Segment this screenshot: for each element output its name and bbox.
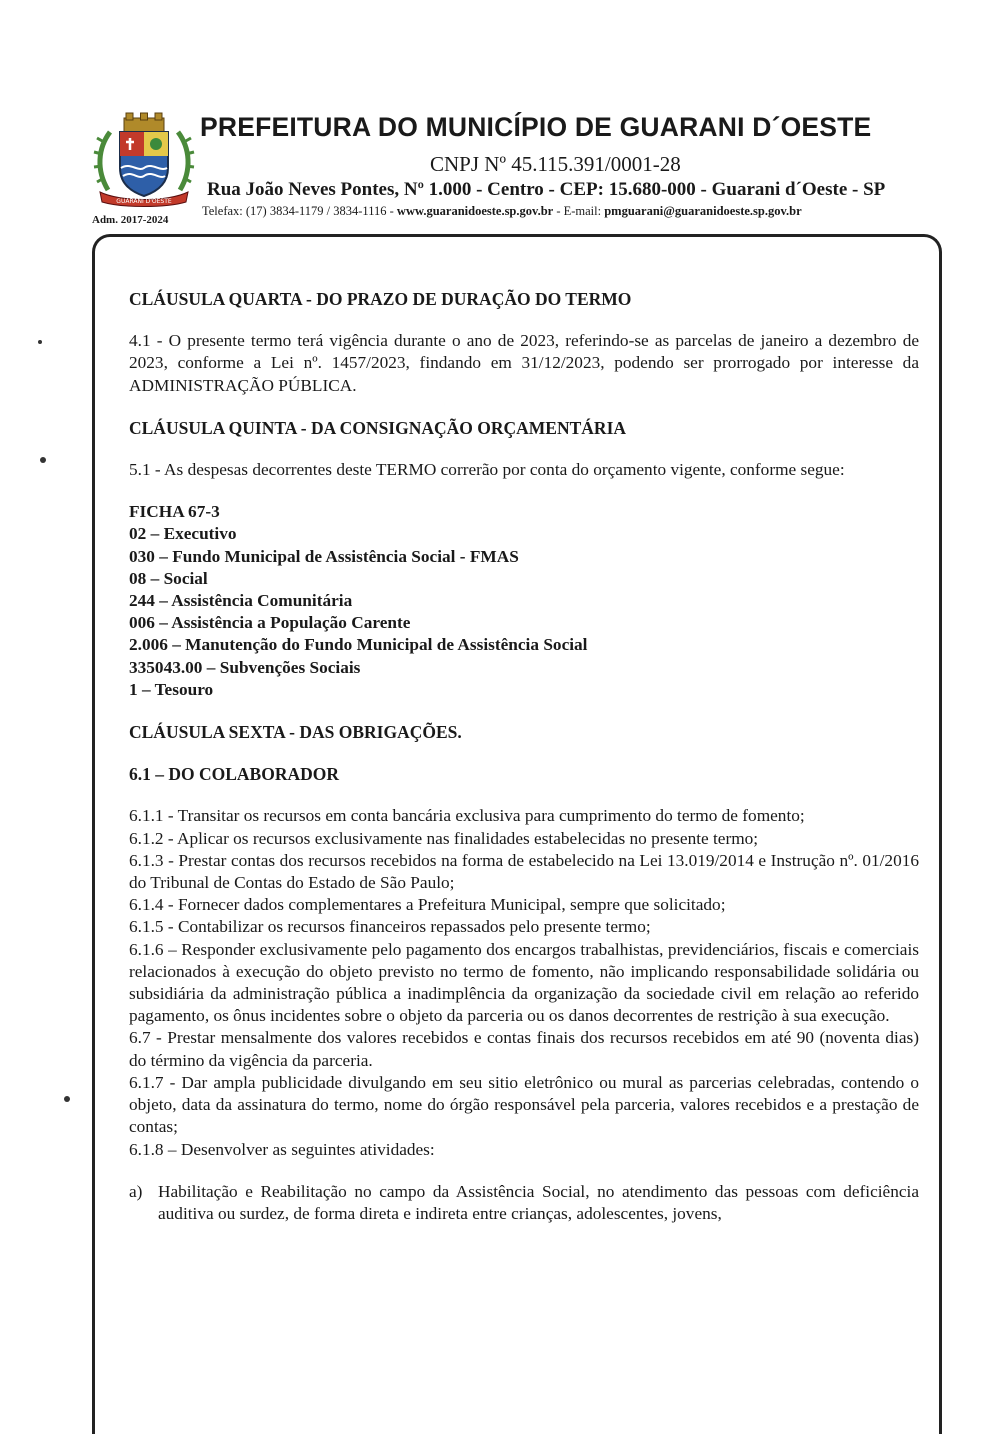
ficha-line: 02 – Executivo: [129, 524, 237, 544]
obligation-item: 6.1.1 - Transitar os recursos em conta bancária exclusiva para cumprimento do termo de fomento;: [129, 806, 805, 826]
activity-label: a): [129, 1181, 143, 1201]
ficha-list: [129, 501, 919, 701]
ficha-line: 030 – Fundo Municipal de Assistência Social - FMAS: [129, 546, 519, 566]
crest-ribbon-text: GUARANI D'OESTE: [116, 198, 172, 205]
ficha-line: 08 – Social: [129, 568, 208, 588]
obligation-item: 6.7 - Prestar mensalmente dos valores recebidos e contas finais dos recursos recebidos em até 90 (noventa dias) do término da vigência da parceria.: [129, 1028, 919, 1070]
obligation-item: 6.1.7 - Dar ampla publicidade divulgando em seu sitio eletrônico ou mural as parcerias celebradas, contendo o objeto, data da assinatura do termo, nome do órgão responsável pela parceria, valores recebidos e a prestação de contas;: [129, 1072, 919, 1137]
administration-period: Adm. 2017-2024: [92, 214, 169, 226]
obligations-list: [129, 805, 919, 1160]
municipal-crest-logo: [90, 112, 198, 208]
cnpj-line: CNPJ Nº 45.115.391/0001-28: [430, 152, 681, 176]
ficha-line: 1 – Tesouro: [129, 679, 214, 699]
ficha-line: 2.006 – Manutenção do Fundo Municipal de Assistência Social: [129, 635, 588, 655]
scan-mark: [64, 1096, 70, 1102]
ficha-line: 335043.00 – Subvenções Sociais: [129, 657, 361, 677]
obligation-item: 6.1.6 – Responder exclusivamente pelo pagamento dos encargos trabalhistas, previdenciários, fiscais e comerciais relacionados à execução do objeto previsto no termo de fomento, não implicando responsabilidade solidária ou subsidiária da administração pública a inadimplência da organização da sociedade civil em relação ao referido pagamento, os ônus incidentes sobre o objeto da parceria ou os danos decorrentes de restrição à sua execução.: [129, 939, 919, 1026]
email-link[interactable]: pmguarani@guaranidoeste.sp.gov.br: [604, 204, 802, 218]
email-label: - E-mail:: [553, 204, 605, 218]
clausula-quarta-heading: CLÁUSULA QUARTA - DO PRAZO DE DURAÇÃO DO TERMO: [129, 289, 632, 309]
contact-line: [202, 204, 802, 219]
obligation-item: 6.1.5 - Contabilizar os recursos financeiros repassados pelo presente termo;: [129, 917, 651, 937]
obligation-item: 6.1.4 - Fornecer dados complementares a Prefeitura Municipal, sempre que solicitado;: [129, 895, 726, 915]
obligation-item: 6.1.8 – Desenvolver as seguintes atividades:: [129, 1139, 435, 1159]
ficha-line: FICHA 67-3: [129, 502, 220, 522]
clausula-sexta-heading: CLÁUSULA SEXTA - DAS OBRIGAÇÕES.: [129, 722, 462, 743]
scan-mark: [38, 340, 42, 344]
clausula-quarta-text: 4.1 - O presente termo terá vigência durante o ano de 2023, referindo-se as parcelas de janeiro a dezembro de 2023, conforme a Lei nº. 1457/2023, findando em 31/12/2023, podendo ser prorrogado por interesse da ADMINISTRAÇÃO PÚBLICA.: [129, 331, 919, 395]
scan-mark: [40, 457, 46, 463]
clausula-quinta-heading: CLÁUSULA QUINTA - DA CONSIGNAÇÃO ORÇAMENTÁRIA: [129, 417, 627, 438]
colaborador-subheading: 6.1 – DO COLABORADOR: [129, 764, 340, 785]
address-line: Rua João Neves Pontes, Nº 1.000 - Centro - CEP: 15.680-000 - Guarani d´Oeste - SP: [207, 179, 886, 200]
obligation-item: 6.1.2 - Aplicar os recursos exclusivamente nas finalidades estabelecidas no presente termo;: [129, 828, 759, 848]
activity-item-a: [129, 1181, 919, 1225]
obligation-item: 6.1.3 - Prestar contas dos recursos recebidos na forma de estabelecido na Lei 13.019/2014 e Instrução nº. 01/2016 do Tribunal de Contas do Estado de São Paulo;: [129, 850, 919, 893]
clausula-quinta-text: 5.1 - As despesas decorrentes deste TERMO correrão por conta do orçamento vigente, conforme segue:: [129, 460, 845, 480]
activity-text: Habilitação e Reabilitação no campo da Assistência Social, no atendimento das pessoas com deficiência auditiva ou surdez, de forma direta e indireta entre crianças, adolescentes, jovens,: [158, 1181, 919, 1223]
ficha-line: 006 – Assistência a População Carente: [129, 613, 411, 633]
telefax-text: Telefax: (17) 3834-1179 / 3834-1116 -: [202, 204, 397, 218]
page-title: PREFEITURA DO MUNICÍPIO DE GUARANI D´OESTE: [200, 112, 872, 142]
ficha-line: 244 – Assistência Comunitária: [129, 591, 353, 611]
website-link[interactable]: www.guaranidoeste.sp.gov.br: [396, 204, 554, 218]
document-body: [129, 288, 919, 1225]
